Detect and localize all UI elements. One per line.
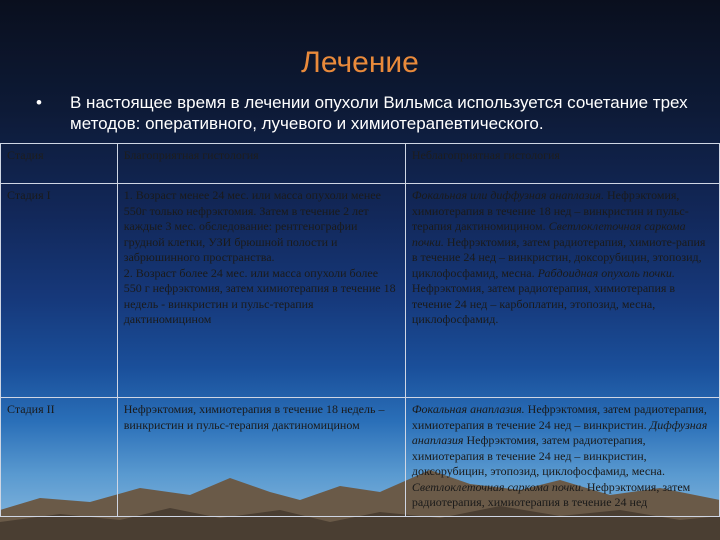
header-unfavorable: Неблагоприятная гистология bbox=[405, 144, 719, 184]
stage-cell: Стадия II bbox=[1, 398, 118, 517]
header-stage: Стадия bbox=[1, 144, 118, 184]
slide-title: Лечение bbox=[301, 46, 419, 79]
histology-text: Нефрэктомия, затем радиотерапия, химиотерапия в течение 24 нед bbox=[411, 479, 691, 509]
bullet-text: В настоящее время в лечении опухоли Вильмса используется сочетание трех методов: оперативного, лучевого и химиотерапевтического. bbox=[70, 93, 688, 133]
stage-cell: Стадия I bbox=[1, 184, 118, 398]
favorable-cell bbox=[117, 398, 405, 517]
table-row bbox=[1, 398, 720, 517]
histology-text: Нефрэктомия, затем радиотерапия, химиотерапия в течение 24 нед – винкристин. bbox=[411, 402, 707, 432]
histology-text: Нефрэктомия, затем радиотерапия, химиотерапия в течение 24 нед – карбоплатин, этопозид, месна, циклофосфамид. bbox=[411, 281, 676, 326]
table-header-row bbox=[1, 144, 720, 184]
histology-label: Фокальная или диффузная анаплазия. bbox=[411, 188, 604, 202]
histology-label: Светлоклеточная саркома почки. bbox=[411, 219, 686, 249]
histology-text: Нефрэктомия, химиотерапия в течение 18 нед – винкристин и пульс-терапия дактиномицином. bbox=[411, 188, 689, 233]
histology-label: Фокальная анаплазия. bbox=[411, 402, 525, 416]
favorable-cell bbox=[117, 184, 405, 398]
favorable-item: 1. Возраст менее 24 мес. или масса опухоли менее 550г только нефрэктомия. Затем в течение 2 лет каждые 3 мес. обследование: рентгенографии грудной клетки, УЗИ брюшной полости и забрюшинного пространства. bbox=[123, 188, 381, 264]
histology-label: Светлоклеточная саркома почки. bbox=[411, 479, 584, 494]
histology-text: Нефрэктомия, затем радиотерапия, химиоте-рапия в течение 24 нед – винкристин, доксорубицин, этопозид, циклофосфамид, месна. bbox=[411, 234, 706, 280]
table-row bbox=[1, 184, 720, 398]
bullet-marker: • bbox=[36, 93, 42, 112]
favorable-item: Нефрэктомия, химиотерапия в течение 18 недель – винкристин и пульс-терапия дактиномицином bbox=[123, 402, 385, 432]
histology-label: Рабдоидная опухоль почки. bbox=[537, 265, 675, 280]
treatment-table bbox=[0, 143, 720, 517]
unfavorable-cell bbox=[405, 184, 719, 398]
header-favorable: Благоприятная гистология bbox=[117, 144, 405, 184]
favorable-item: 2. Возраст более 24 мес. или масса опухоли более 550 г нефрэктомия, затем химиотерапия в течение 18 недель - винкристин и пульс-терапия дактиномицином bbox=[123, 265, 396, 326]
histology-label: Диффузная анаплазия bbox=[411, 417, 708, 447]
histology-text: Нефрэктомия, затем радиотерапия, химиотерапия в течение 24 нед – винкристин, доксорубицин, этопозид, циклофосфамид, месна. bbox=[411, 433, 665, 478]
unfavorable-cell bbox=[405, 398, 719, 517]
